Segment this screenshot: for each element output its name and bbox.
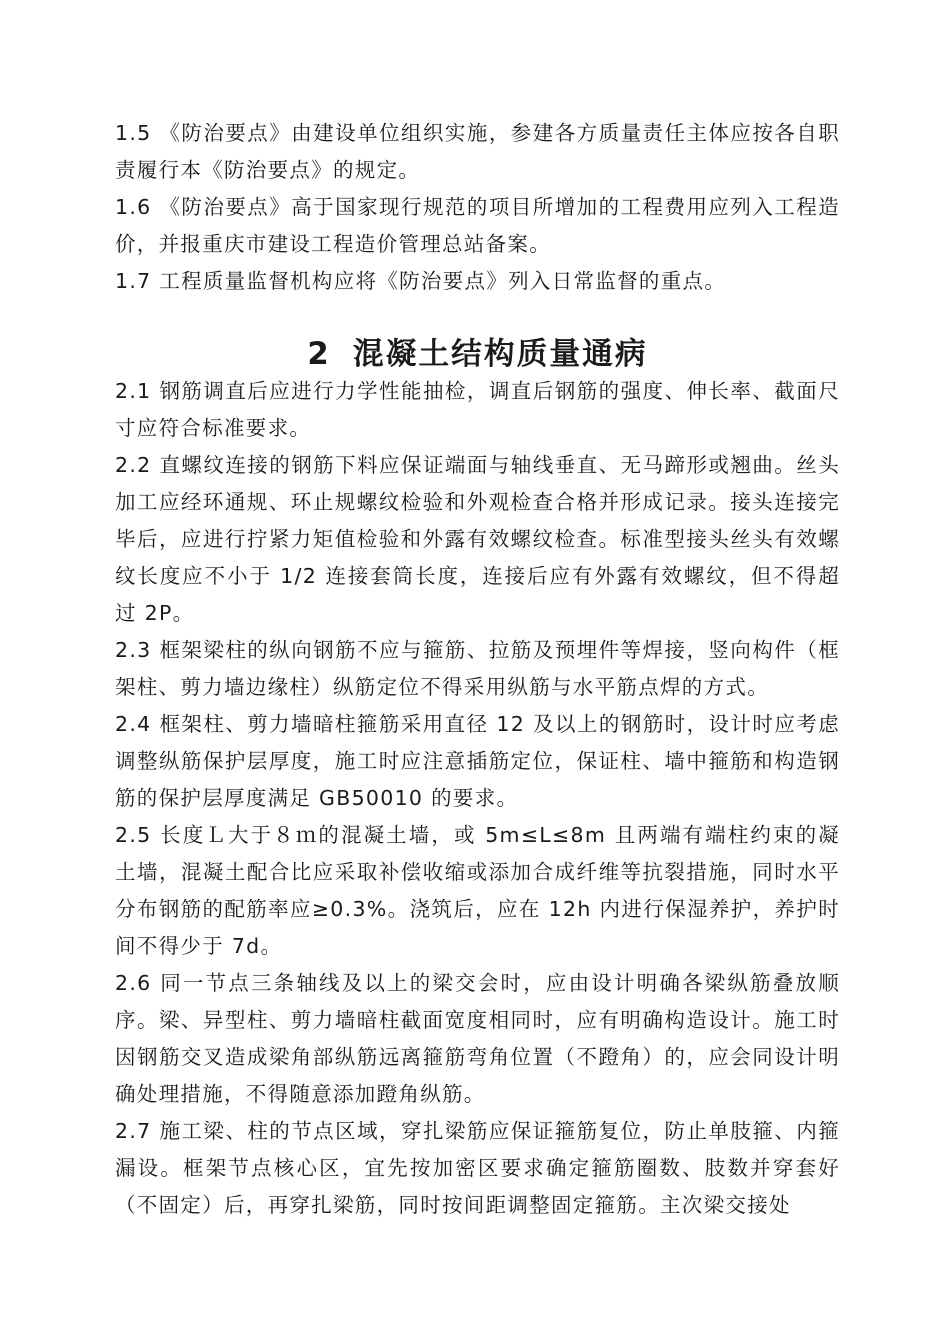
paragraph-2-3: 2.3 框架梁柱的纵向钢筋不应与箍筋、拉筋及预埋件等焊接，竖向构件（框架柱、剪力墙边缘柱）纵筋定位不得采用纵筋与水平筋点焊的方式。 — [115, 638, 840, 699]
paragraph-1-6: 1.6 《防治要点》高于国家现行规范的项目所增加的工程费用应列入工程造价，并报重庆市建设工程造价管理总站备案。 — [115, 195, 840, 256]
section-spacer — [115, 300, 840, 336]
paragraph-2-6: 2.6 同一节点三条轴线及以上的梁交会时，应由设计明确各梁纵筋叠放顺序。梁、异型柱、剪力墙暗柱截面宽度相同时，应有明确构造设计。施工时因钢筋交叉造成梁角部纵筋远离箍筋弯角位置（不蹬角）的，应会同设计明确处理措施，不得随意添加蹬角纵筋。 — [115, 971, 840, 1106]
paragraph-2-4: 2.4 框架柱、剪力墙暗柱箍筋采用直径 12 及以上的钢筋时，设计时应考虑调整纵筋保护层厚度，施工时应注意插筋定位，保证柱、墙中箍筋和构造钢筋的保护层厚度满足 GB50010 的要求。 — [115, 712, 840, 810]
section-number: 2 — [307, 336, 331, 372]
paragraph-1-5: 1.5 《防治要点》由建设单位组织实施，参建各方质量责任主体应按各自职责履行本《防治要点》的规定。 — [115, 121, 840, 182]
section-title: 混凝土结构质量通病 — [352, 336, 648, 372]
paragraph-2-1: 2.1 钢筋调直后应进行力学性能抽检，调直后钢筋的强度、伸长率、截面尺寸应符合标准要求。 — [115, 379, 840, 440]
paragraph-2-2: 2.2 直螺纹连接的钢筋下料应保证端面与轴线垂直、无马蹄形或翘曲。丝头加工应经环通规、环止规螺纹检验和外观检查合格并形成记录。接头连接完毕后，应进行拧紧力矩值检验和外露有效螺纹检查。标准型接头丝头有效螺纹长度应不小于 1/2 连接套筒长度，连接后应有外露有效螺纹，但不得超过 2P。 — [115, 453, 840, 625]
paragraph-2-7: 2.7 施工梁、柱的节点区域，穿扎梁筋应保证箍筋复位，防止单肢箍、内箍漏设。框架节点核心区，宜先按加密区要求确定箍筋圈数、肢数并穿套好（不固定）后，再穿扎梁筋，同时按间距调整固定箍筋。主次梁交接处 — [115, 1119, 840, 1217]
document-body — [115, 115, 840, 1224]
paragraph-2-5: 2.5 长度Ｌ大于８ｍ的混凝土墙，或 5m≤L≤8m 且两端有端柱约束的凝土墙，混凝土配合比应采取补偿收缩或添加合成纤维等抗裂措施，同时水平分布钢筋的配筋率应≥0.3%。浇筑后，应在 12h 内进行保湿养护，养护时间不得少于 7d。 — [115, 823, 840, 958]
paragraph-1-7: 1.7 工程质量监督机构应将《防治要点》列入日常监督的重点。 — [115, 269, 727, 293]
section-heading — [115, 336, 840, 373]
